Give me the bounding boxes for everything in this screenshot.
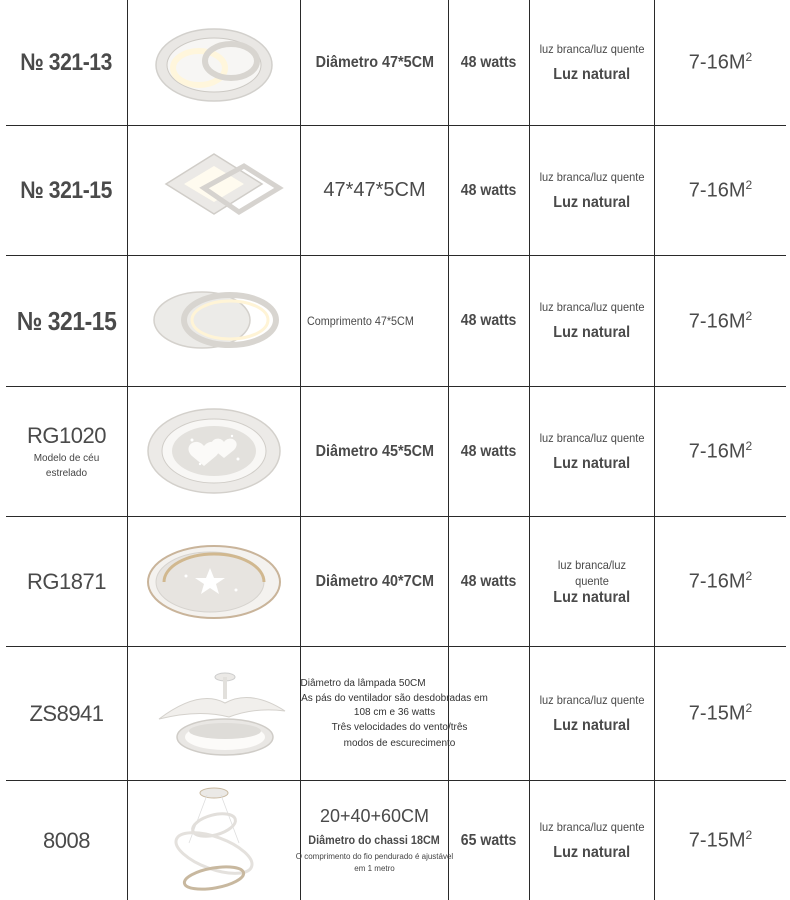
table-row: [0, 126, 790, 255]
coverage-area: $7-15M^2$: [688, 828, 753, 852]
table-row: [0, 256, 790, 386]
light-mode: Luz natural: [553, 588, 631, 606]
power-spec: 48 watts: [461, 53, 517, 71]
size-spec: Comprimento 47*5CM: [307, 314, 414, 328]
starry-heart-lamp-icon: [128, 387, 300, 516]
square-lamp-icon: [128, 126, 300, 255]
light-color: luz branca/luz quente: [539, 430, 645, 445]
model-number: RG1871: [27, 568, 106, 594]
ring-chandelier-icon: [128, 781, 300, 900]
wire-length-note: O comprimento do fio pendurado é ajustável em 1 metro: [295, 852, 454, 873]
model-description: Modelo de céu estrelado: [33, 452, 100, 479]
size-spec: Diâmetro 45*5CM: [315, 442, 434, 460]
light-mode: Luz natural: [553, 324, 631, 341]
table-row: [0, 647, 790, 780]
model-number: № 321-13: [20, 48, 113, 76]
coverage-area: $7-16M^2$: [688, 178, 753, 202]
table-row: [0, 517, 790, 646]
star-lamp-icon: [128, 517, 300, 646]
light-color: luz branca/luz quente: [539, 300, 645, 314]
light-mode: Luz natural: [553, 193, 631, 211]
model-number: 8008: [43, 827, 90, 853]
lamp-diameter: Diâmetro da lâmpada 50CM: [300, 677, 426, 689]
coverage-area: $7-16M^2$: [688, 50, 753, 74]
power-spec: 48 watts: [461, 181, 517, 199]
power-spec: 65 watts: [461, 831, 517, 849]
light-mode: Luz natural: [553, 65, 631, 83]
coverage-area: $7-15M^2$: [688, 701, 753, 725]
chassis-diameter: Diâmetro do chassi 18CM: [308, 833, 441, 847]
double-ring-lamp-icon: [128, 0, 300, 125]
model-number: ZS8941: [29, 700, 104, 726]
coverage-area: $7-16M^2$: [688, 308, 753, 333]
light-color: luz branca/luz quente: [539, 692, 645, 707]
coverage-area: $7-16M^2$: [688, 439, 753, 463]
size-spec: 47*47*5CM: [323, 179, 426, 201]
oval-lamp-icon: [128, 256, 300, 386]
model-number: № 321-15: [16, 305, 117, 336]
model-number: № 321-15: [20, 176, 113, 204]
coverage-area: $7-16M^2$: [688, 569, 753, 593]
power-spec: 48 watts: [461, 312, 517, 329]
size-spec: 20+40+60CM: [319, 806, 430, 826]
light-mode: Luz natural: [553, 843, 631, 861]
ceiling-fan-lamp-icon: [128, 647, 300, 780]
speed-modes: Três velocidades do vento/três modos de escurecimento: [331, 721, 468, 749]
size-spec: [295, 676, 505, 752]
size-spec: Diâmetro 47*5CM: [315, 53, 434, 71]
light-mode: Luz natural: [553, 454, 631, 472]
model-number: RG1020: [27, 422, 106, 448]
size-spec: Diâmetro 40*7CM: [315, 572, 434, 590]
light-color: luz branca/luz quente: [557, 557, 627, 588]
table-row: [0, 0, 790, 125]
light-color: luz branca/luz quente: [539, 169, 645, 184]
light-color: luz branca/luz quente: [539, 819, 645, 834]
fan-blade-spec: As pás do ventilador são desdobradas em 108 cm e 36 watts: [301, 692, 488, 718]
power-spec: 48 watts: [461, 572, 517, 590]
table-row: [0, 781, 790, 900]
table-row: [0, 387, 790, 516]
light-color: luz branca/luz quente: [539, 41, 645, 56]
light-mode: Luz natural: [553, 716, 631, 734]
power-spec: 48 watts: [461, 442, 517, 460]
